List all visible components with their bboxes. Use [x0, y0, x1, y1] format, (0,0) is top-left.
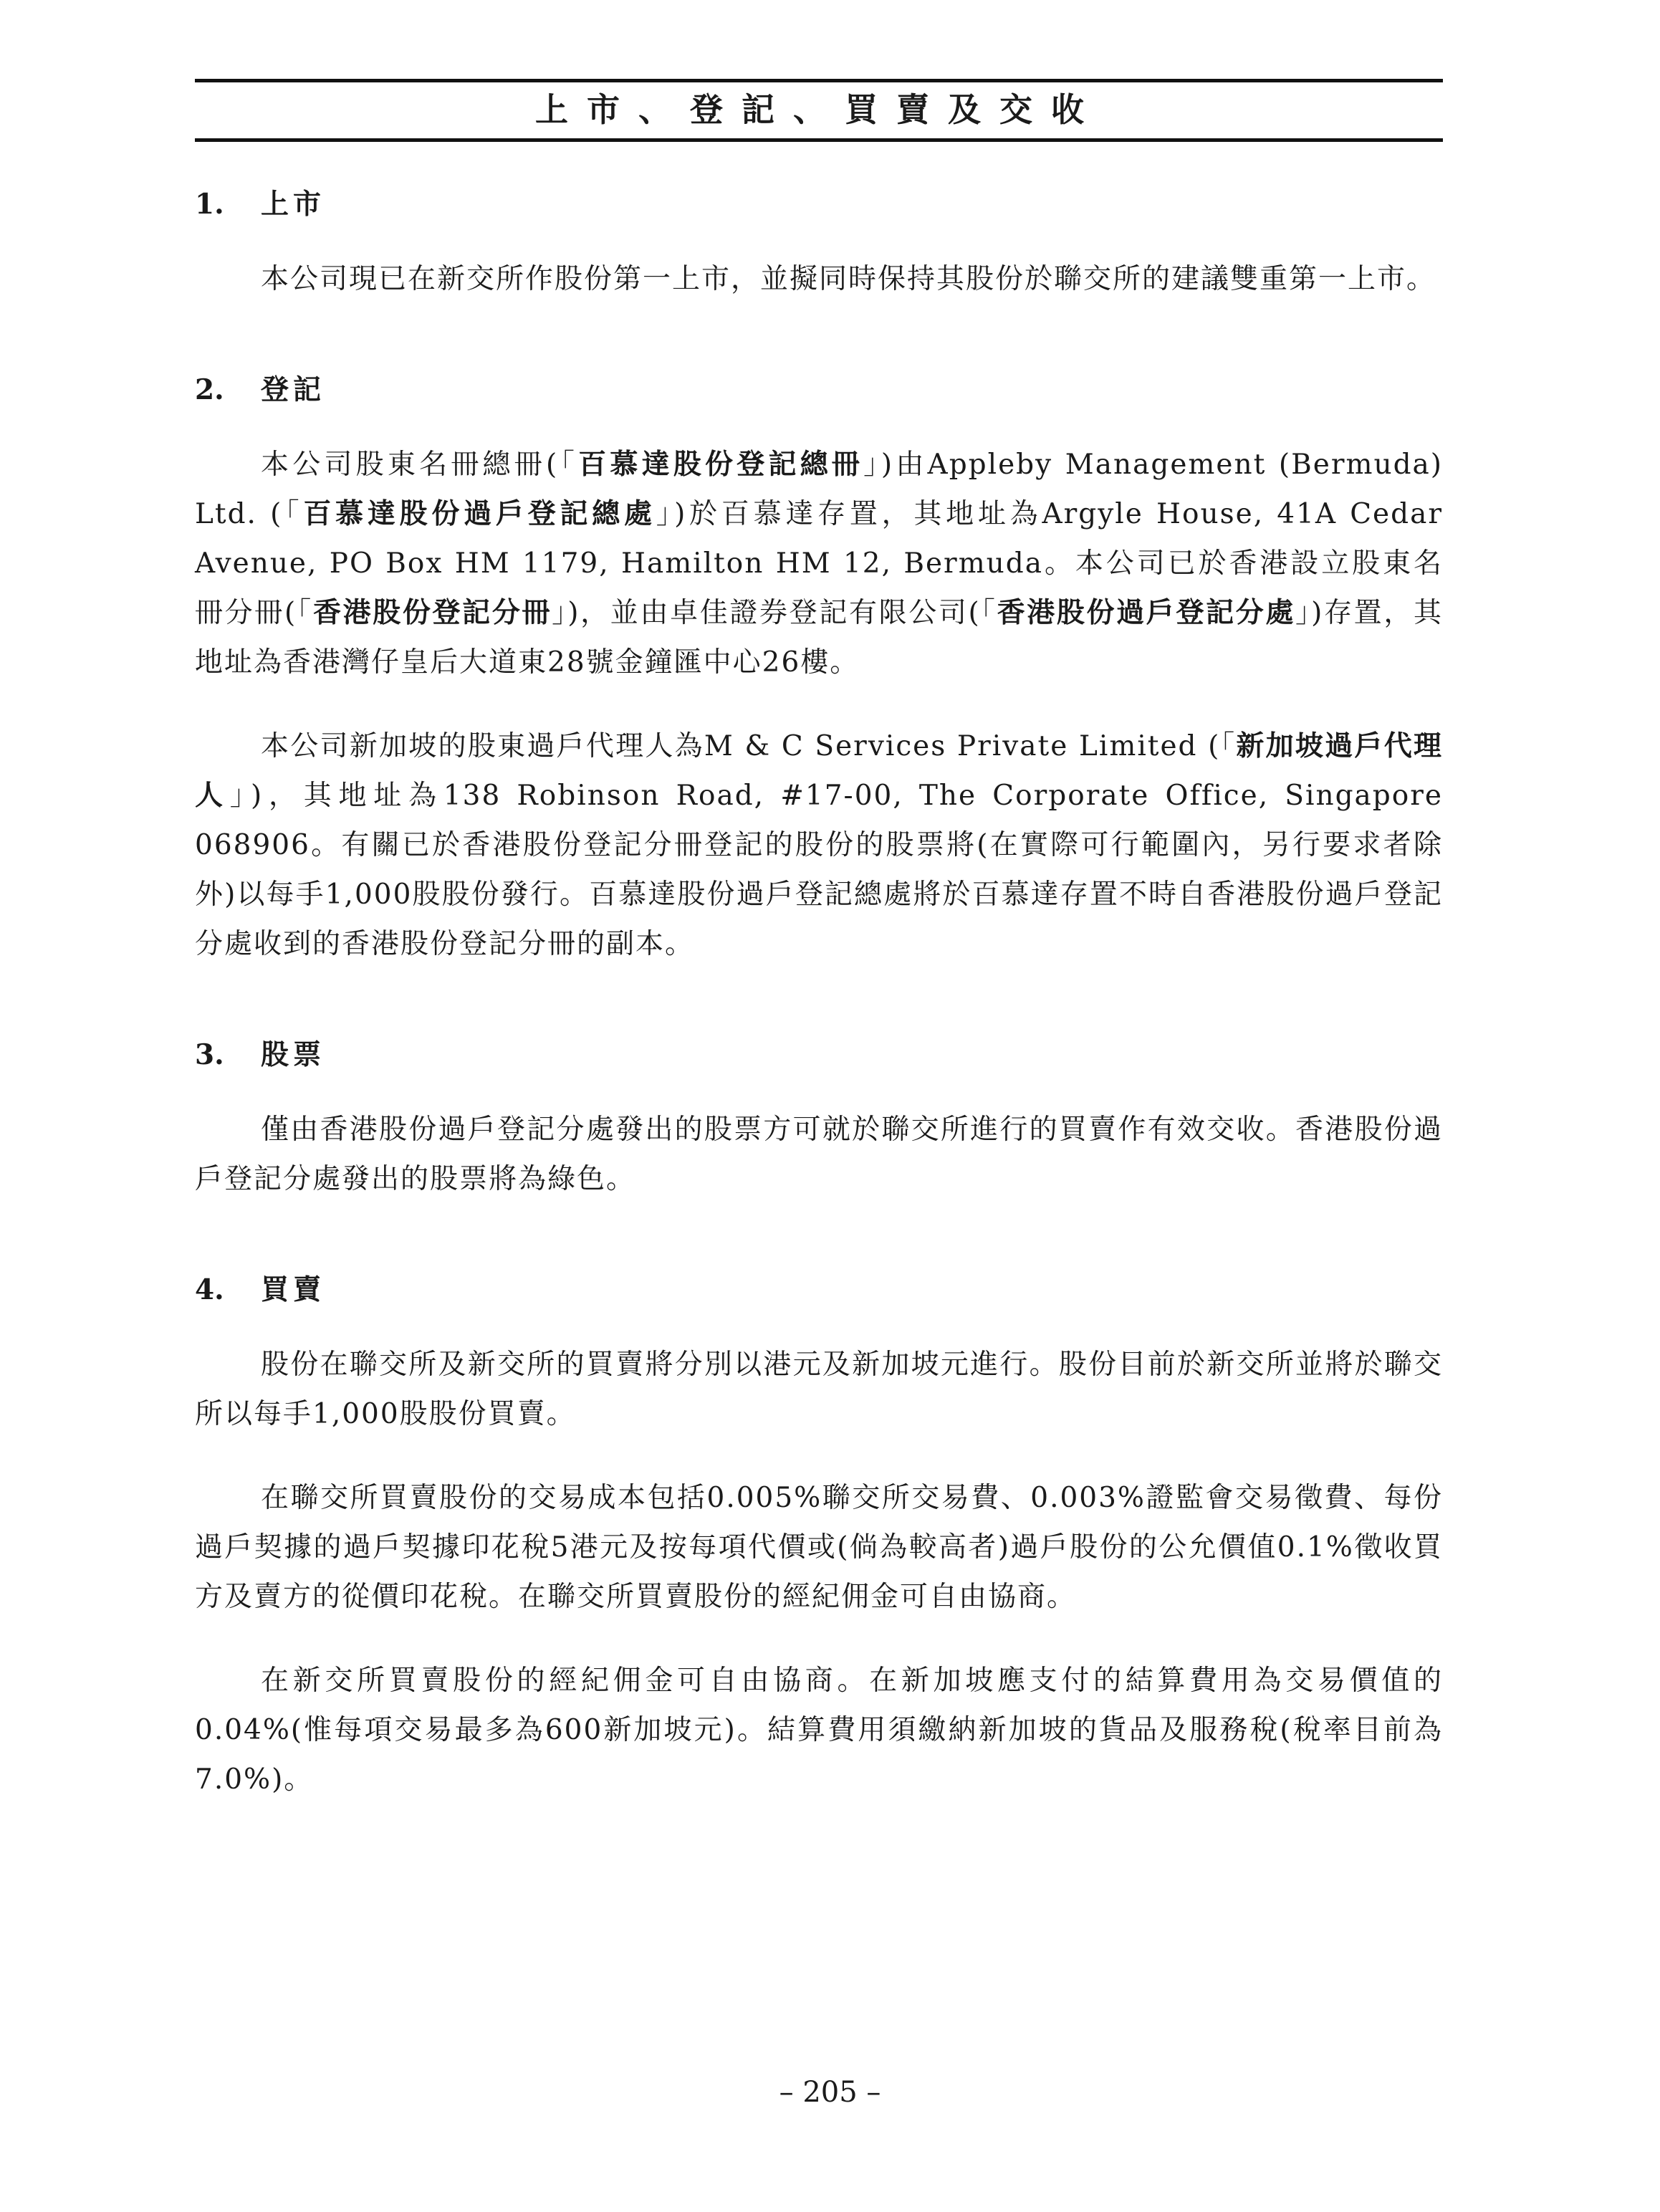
paragraph-text: 在新交所買賣股份的經紀佣金可自由協商。在新加坡應支付的結算費用為交易價值的0.04%(惟每項交易最多為600新加坡元)。結算費用須繳納新加坡的貨品及服務稅(稅率目前為7.0%)。: [195, 1665, 1443, 1796]
body-paragraph: [195, 254, 1443, 304]
body-paragraph: [195, 1340, 1443, 1439]
paragraph-text: 在聯交所買賣股份的交易成本包括0.005%聯交所交易費、0.003%證監會交易徵費、每份過戶契據的過戶契據印花稅5港元及按每項代價或(倘為較高者)過戶股份的公允價值0.1%徵收買方及賣方的從價印花稅。在聯交所買賣股份的經紀佣金可自由協商。: [195, 1482, 1443, 1613]
defined-term: 香港股份登記分冊: [312, 596, 552, 629]
paragraph-text: 」)，並由卓佳證券登記有限公司(「: [552, 597, 997, 629]
paragraph-text: 」)由Appleby Management (Bermuda) Ltd. (「: [195, 449, 1443, 530]
header-bottom-rule: [195, 138, 1443, 142]
paragraph-text: 」)存置，其地址為香港灣仔皇后大道東28號金鐘匯中心26樓。: [195, 597, 1443, 679]
section-heading: [195, 368, 1443, 411]
paragraph-text: 」)，其地址為138 Robinson Road, #17-00, The Corporate Office, Singapore 068906。有關已於香港股份登記分冊登記的股份的股票將(在實際可行範圍內，另行要求者除外)以每手1,000股股份發行。百慕達股份過戶登記總處將於百慕達存置不時自香港股份過戶登記分處收到的香港股份登記分冊的副本。: [195, 780, 1443, 960]
page-number: – 205 –: [779, 2076, 881, 2109]
defined-term: 百慕達股份登記總冊: [578, 448, 864, 481]
section-number: 1.: [195, 188, 224, 221]
document-body: [195, 183, 1443, 1804]
paragraph-text: 股份在聯交所及新交所的買賣將分別以港元及新加坡元進行。股份目前於新交所並將於聯交所以每手1,000股股份買賣。: [195, 1349, 1443, 1430]
defined-term: 香港股份過戶登記分處: [997, 596, 1296, 629]
body-paragraph: [195, 1656, 1443, 1804]
section-title: 股票: [261, 1038, 326, 1071]
section-heading: [195, 1268, 1443, 1311]
paragraph-text: 本公司現已在新交所作股份第一上市，並擬同時保持其股份於聯交所的建議雙重第一上市。: [261, 263, 1436, 295]
section-number: 3.: [195, 1038, 224, 1071]
body-paragraph: [195, 1105, 1443, 1204]
defined-term: 百慕達股份過戶登記總處: [303, 497, 656, 530]
section-number: 2.: [195, 373, 224, 406]
section-title: 上市: [261, 188, 326, 221]
page-header-title: 上市、登記、買賣及交收: [535, 90, 1103, 129]
defined-term: 新加坡過戶代理人: [195, 729, 1443, 812]
body-paragraph: [195, 440, 1443, 687]
paragraph-text: 本公司股東名冊總冊(「: [261, 449, 579, 481]
paragraph-text: 僅由香港股份過戶登記分處發出的股票方可就於聯交所進行的買賣作有效交收。香港股份過戶登記分處發出的股票將為綠色。: [195, 1114, 1443, 1195]
section-heading: [195, 183, 1443, 226]
section-title: 買賣: [261, 1273, 326, 1306]
body-paragraph: [195, 1473, 1443, 1622]
body-paragraph: [195, 722, 1443, 969]
section-title: 登記: [261, 373, 326, 406]
paragraph-text: 本公司新加坡的股東過戶代理人為M & C Services Private Limited (「: [261, 730, 1237, 762]
paragraph-text: 」)於百慕達存置，其地址為Argyle House, 41A Cedar Avenue, PO Box HM 1179, Hamilton HM 12, Bermuda。本公司已於香港設立股東名冊分冊(「: [195, 498, 1443, 629]
header-top-rule: [195, 79, 1443, 82]
section-heading: [195, 1033, 1443, 1076]
section-number: 4.: [195, 1273, 224, 1306]
